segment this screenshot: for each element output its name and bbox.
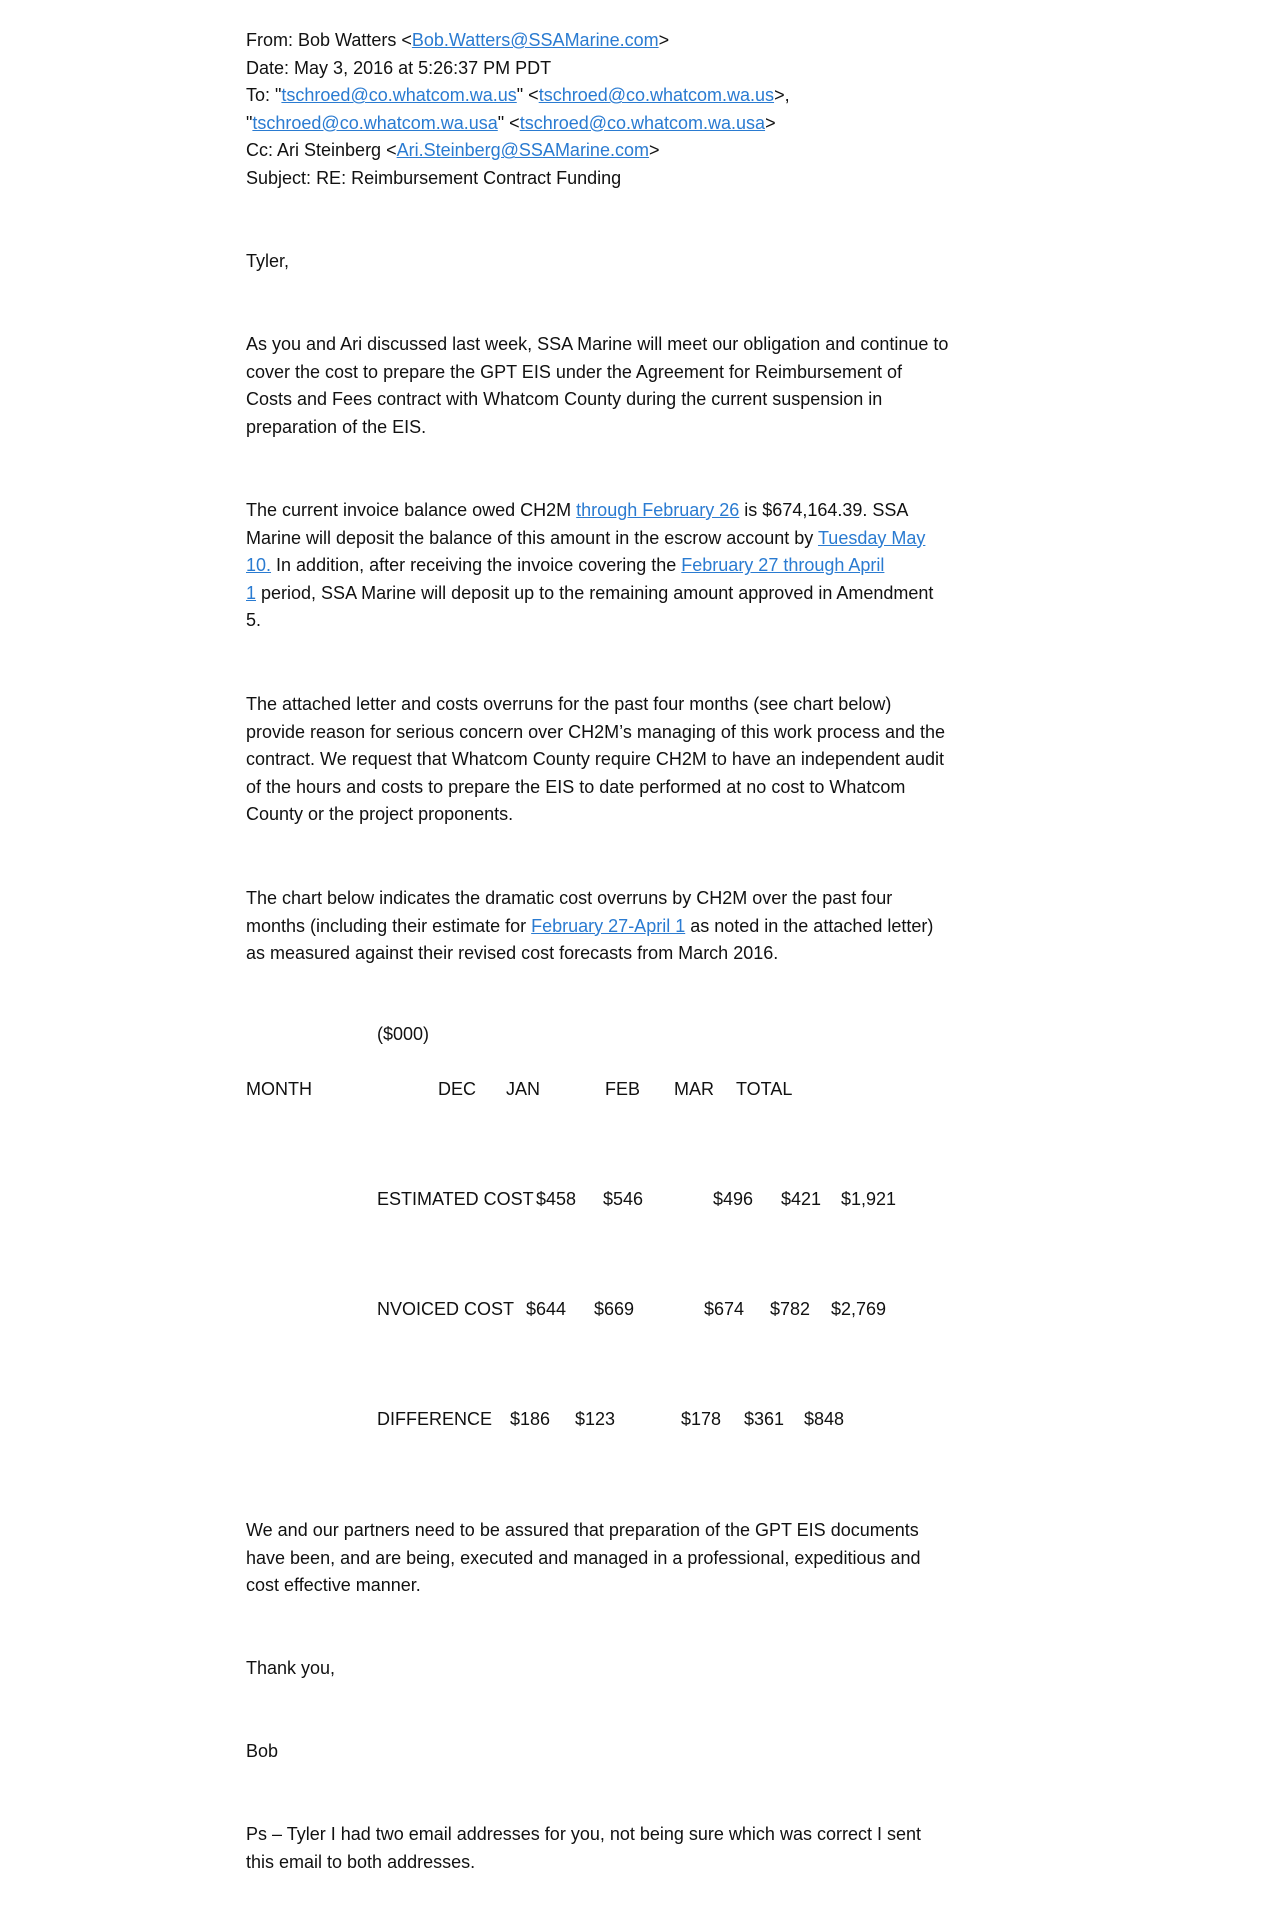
- date-label: Date:: [246, 57, 290, 78]
- from-email-link[interactable]: Bob.Watters@SSAMarine.com: [411, 30, 659, 50]
- signature: [246, 1738, 966, 1766]
- paragraph-line: this email to both addresses.: [246, 1851, 476, 1872]
- to-email-link-3[interactable]: tschroed@co.whatcom.wa.usa: [252, 112, 498, 133]
- paragraph-2: [246, 497, 966, 635]
- closing-thanks: [246, 1655, 966, 1683]
- paragraph-line: have been, and are being, executed and managed in a professional, expeditious and: [246, 1547, 921, 1568]
- paragraph-1: [246, 331, 966, 441]
- paragraph-line: We and our partners need to be assured that preparation of the GPT EIS documents: [246, 1520, 919, 1540]
- paragraph-5: [246, 1517, 966, 1600]
- paragraph-line: The chart below indicates the dramatic cost overruns by CH2M over the past four: [246, 888, 893, 908]
- signature-text: Bob: [246, 1741, 279, 1761]
- paragraph-4: [246, 885, 966, 968]
- text: months (including their estimate for: [246, 915, 532, 936]
- to-label: To:: [246, 85, 271, 106]
- table-cell: $669: [594, 1299, 635, 1319]
- postscript: [246, 1821, 966, 1876]
- table-cell: $178: [681, 1409, 722, 1429]
- subject-value: RE: Reimbursement Contract Funding: [316, 167, 622, 188]
- paragraph-line: Costs and Fees contract with Whatcom County during the current suspension in: [246, 389, 883, 410]
- from-label: From:: [246, 30, 293, 50]
- table-cell: $123: [575, 1409, 616, 1429]
- table-row-label: DIFFERENCE: [377, 1409, 493, 1429]
- to-line: To: "tschroed@co.whatcom.wa.us" <tschroed@co.whatcom.wa.us>,: [246, 85, 790, 106]
- thanks-text: Thank you,: [246, 1658, 336, 1678]
- to-email-link-2[interactable]: tschroed@co.whatcom.wa.us: [538, 85, 775, 106]
- table-col-header: TOTAL: [736, 1079, 793, 1099]
- text: is $674,164.39. SSA: [739, 500, 909, 520]
- text: The current invoice balance owed CH2M: [246, 500, 577, 520]
- table-row-label: NVOICED COST: [377, 1299, 515, 1319]
- table-cell: $458: [536, 1189, 577, 1209]
- table-cell: $644: [526, 1299, 567, 1319]
- to-email-link-1[interactable]: tschroed@co.whatcom.wa.us: [281, 85, 517, 106]
- paragraph-line: County or the project proponents.: [246, 804, 514, 825]
- cc-line: Cc: Ari Steinberg <Ari.Steinberg@SSAMarine.com>: [246, 140, 660, 161]
- table-cell: $674: [704, 1299, 745, 1319]
- text: period, SSA Marine will deposit up to the remaining amount approved in Amendment: [256, 582, 934, 603]
- paragraph-line: provide reason for serious concern over CH2M’s managing of this work process and the: [246, 721, 946, 742]
- from-line: From: Bob Watters <Bob.Watters@SSAMarine.com>: [246, 30, 670, 50]
- greeting: [246, 248, 966, 276]
- table-cell: $782: [770, 1299, 811, 1319]
- paragraph-line: [246, 552, 966, 580]
- table-row-label: ESTIMATED COST: [377, 1189, 534, 1209]
- paragraph-line: Ps – Tyler I had two email addresses for you, not being sure which was correct I sent: [246, 1824, 921, 1844]
- cc-email-link[interactable]: Ari.Steinberg@SSAMarine.com: [396, 140, 649, 161]
- date-value: May 3, 2016 at 5:26:37 PM PDT: [294, 57, 552, 78]
- paragraph-line: contract. We request that Whatcom County require CH2M to have an independent audit: [246, 749, 945, 770]
- table-col-header: MAR: [674, 1079, 714, 1099]
- table-cell: $496: [713, 1189, 754, 1209]
- cc-name: Ari Steinberg: [277, 140, 382, 161]
- from-name: Bob Watters: [298, 30, 397, 50]
- text: Marine will deposit the balance of this amount in the escrow account by: [246, 527, 818, 548]
- paragraph-line: As you and Ari discussed last week, SSA Marine will meet our obligation and continue to: [246, 334, 949, 354]
- table-cell: $186: [510, 1409, 551, 1429]
- date-line: [246, 55, 966, 83]
- paragraph-line: of the hours and costs to prepare the EIS to date performed at no cost to Whatcom: [246, 776, 906, 797]
- paragraph-line: [246, 525, 966, 553]
- paragraph-line: [246, 580, 966, 608]
- paragraph-line: [246, 913, 966, 941]
- date-link-feb-26[interactable]: through February 26: [576, 500, 740, 520]
- table-cell: $546: [603, 1189, 644, 1209]
- table-col-header: DEC: [438, 1079, 477, 1099]
- cc-label: Cc:: [246, 140, 273, 161]
- greeting-text: Tyler,: [246, 251, 290, 271]
- to-line-continued: "tschroed@co.whatcom.wa.usa" <tschroed@co.whatcom.wa.usa>: [246, 112, 776, 133]
- text: In addition, after receiving the invoice covering the: [271, 555, 682, 576]
- text: as noted in the attached letter): [685, 915, 934, 936]
- to-email-link-4[interactable]: tschroed@co.whatcom.wa.usa: [519, 112, 766, 133]
- subject-line: [246, 165, 966, 193]
- date-link-feb-27-apr[interactable]: February 27 through April: [681, 555, 885, 576]
- table-col-header: JAN: [506, 1079, 541, 1099]
- paragraph-line: The attached letter and costs overruns for the past four months (see chart below): [246, 694, 892, 714]
- paragraph-line: 5.: [246, 610, 262, 631]
- date-link-feb-27-apr-1[interactable]: February 27-April 1: [531, 915, 686, 936]
- paragraph-line: [246, 497, 966, 525]
- email-header: [246, 27, 966, 193]
- table-col-header: FEB: [605, 1079, 641, 1099]
- table-cell: $361: [744, 1409, 785, 1429]
- table-cell: $848: [804, 1409, 845, 1429]
- paragraph-line: cost effective manner.: [246, 1575, 421, 1596]
- date-link-may-10-cont[interactable]: 10.: [246, 555, 272, 576]
- date-link-apr-1[interactable]: 1: [246, 582, 257, 603]
- paragraph-line: as measured against their revised cost forecasts from March 2016.: [246, 943, 779, 964]
- table-month-label: MONTH: [246, 1079, 312, 1099]
- paragraph-line: cover the cost to prepare the GPT EIS under the Agreement for Reimbursement of: [246, 361, 903, 382]
- paragraph-line: preparation of the EIS.: [246, 416, 427, 437]
- table-unit-label: ($000): [377, 1024, 430, 1044]
- table-cell: $421: [781, 1189, 822, 1209]
- paragraph-3: [246, 691, 966, 829]
- table-cell: $1,921: [841, 1189, 897, 1209]
- table-cell: $2,769: [831, 1299, 887, 1319]
- date-link-may-10[interactable]: Tuesday May: [817, 527, 926, 548]
- subject-label: Subject:: [246, 167, 312, 188]
